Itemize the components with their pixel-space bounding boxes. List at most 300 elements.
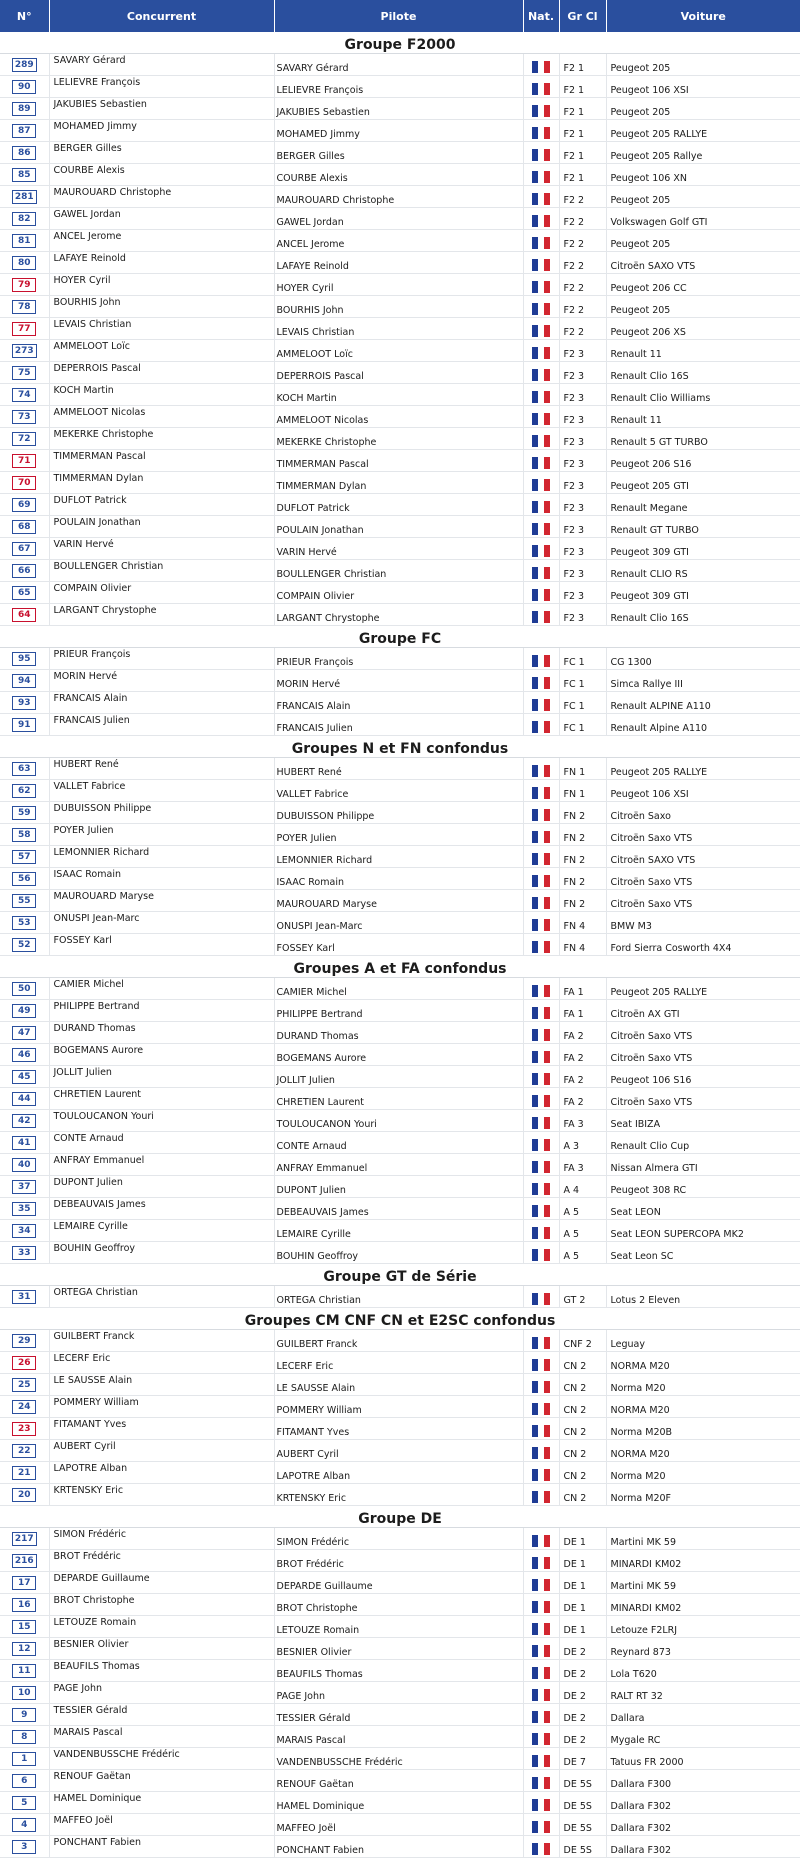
table-row [0, 1660, 800, 1682]
france-flag-icon [532, 1381, 550, 1393]
table-row [0, 1000, 800, 1022]
voiture-cell: Citroën SAXO VTS [606, 846, 800, 868]
group-class-cell: FA 1 [559, 1000, 606, 1022]
nationality-cell [523, 538, 559, 560]
table-row [0, 186, 800, 208]
nationality-cell [523, 1132, 559, 1154]
number-cell [0, 758, 49, 780]
concurrent-cell: KOCH Martin [49, 384, 274, 406]
concurrent-cell: VANDENBUSSCHE Frédéric [49, 1748, 274, 1770]
concurrent-cell: PONCHANT Fabien [49, 1836, 274, 1858]
voiture-cell: Norma M20F [606, 1484, 800, 1506]
group-class-cell: DE 2 [559, 1704, 606, 1726]
group-class-cell: A 4 [559, 1176, 606, 1198]
header-group-class: Gr Cl [559, 0, 606, 32]
voiture-cell: Dallara [606, 1704, 800, 1726]
nationality-cell [523, 1572, 559, 1594]
nationality-cell [523, 1550, 559, 1572]
concurrent-cell: DUFLOT Patrick [49, 494, 274, 516]
table-row [0, 1066, 800, 1088]
race-number-badge: 55 [12, 894, 36, 908]
nationality-cell [523, 1836, 559, 1858]
table-row [0, 1418, 800, 1440]
voiture-cell: Renault ALPINE A110 [606, 692, 800, 714]
table-row [0, 802, 800, 824]
concurrent-cell: SAVARY Gérard [49, 54, 274, 76]
pilote-cell: BEAUFILS Thomas [274, 1660, 523, 1682]
group-title: Groupe GT de Série [0, 1264, 800, 1286]
voiture-cell: Seat LEON [606, 1198, 800, 1220]
table-row [0, 1198, 800, 1220]
table-row [0, 1792, 800, 1814]
pilote-cell: BROT Christophe [274, 1594, 523, 1616]
group-class-cell: DE 2 [559, 1638, 606, 1660]
table-row [0, 890, 800, 912]
france-flag-icon [532, 1667, 550, 1679]
concurrent-cell: MAFFEO Joël [49, 1814, 274, 1836]
voiture-cell: Renault Clio Cup [606, 1132, 800, 1154]
france-flag-icon [532, 1095, 550, 1107]
table-row [0, 1176, 800, 1198]
race-number-badge: 16 [12, 1598, 36, 1612]
concurrent-cell: PRIEUR François [49, 648, 274, 670]
number-cell [0, 1572, 49, 1594]
nationality-cell [523, 1484, 559, 1506]
number-cell [0, 1132, 49, 1154]
nationality-cell [523, 824, 559, 846]
france-flag-icon [532, 303, 550, 315]
pilote-cell: DUBUISSON Philippe [274, 802, 523, 824]
voiture-cell: BMW M3 [606, 912, 800, 934]
voiture-cell: NORMA M20 [606, 1396, 800, 1418]
france-flag-icon [532, 1623, 550, 1635]
concurrent-cell: CHRETIEN Laurent [49, 1088, 274, 1110]
number-cell [0, 1242, 49, 1264]
race-number-badge: 94 [12, 674, 36, 688]
concurrent-cell: LAPOTRE Alban [49, 1462, 274, 1484]
pilote-cell: MOHAMED Jimmy [274, 120, 523, 142]
france-flag-icon [532, 545, 550, 557]
table-row [0, 1396, 800, 1418]
nationality-cell [523, 978, 559, 1000]
pilote-cell: VALLET Fabrice [274, 780, 523, 802]
nationality-cell [523, 1660, 559, 1682]
voiture-cell: Seat IBIZA [606, 1110, 800, 1132]
france-flag-icon [532, 61, 550, 73]
table-row [0, 76, 800, 98]
france-flag-icon [532, 1007, 550, 1019]
pilote-cell: PAGE John [274, 1682, 523, 1704]
group-class-cell: F2 3 [559, 362, 606, 384]
table-row [0, 824, 800, 846]
race-number-badge: 93 [12, 696, 36, 710]
pilote-cell: COURBE Alexis [274, 164, 523, 186]
table-row [0, 1440, 800, 1462]
nationality-cell [523, 1726, 559, 1748]
race-number-badge: 50 [12, 982, 36, 996]
race-number-badge: 31 [12, 1290, 36, 1304]
group-class-cell: DE 5S [559, 1770, 606, 1792]
france-flag-icon [532, 1557, 550, 1569]
nationality-cell [523, 1418, 559, 1440]
pilote-cell: MEKERKE Christophe [274, 428, 523, 450]
race-number-badge: 78 [12, 300, 36, 314]
voiture-cell: Tatuus FR 2000 [606, 1748, 800, 1770]
race-number-badge: 37 [12, 1180, 36, 1194]
table-row [0, 1528, 800, 1550]
table-row [0, 406, 800, 428]
group-class-cell: FN 4 [559, 934, 606, 956]
number-cell [0, 1088, 49, 1110]
concurrent-cell: FITAMANT Yves [49, 1418, 274, 1440]
group-class-cell: F2 2 [559, 274, 606, 296]
france-flag-icon [532, 765, 550, 777]
group-title: Groupes CM CNF CN et E2SC confondus [0, 1308, 800, 1330]
group-class-cell: A 5 [559, 1198, 606, 1220]
number-cell [0, 1748, 49, 1770]
concurrent-cell: DUBUISSON Philippe [49, 802, 274, 824]
number-cell [0, 1440, 49, 1462]
france-flag-icon [532, 1821, 550, 1833]
concurrent-cell: ORTEGA Christian [49, 1286, 274, 1308]
nationality-cell [523, 318, 559, 340]
france-flag-icon [532, 1601, 550, 1613]
table-row [0, 1154, 800, 1176]
number-cell [0, 1484, 49, 1506]
number-cell [0, 670, 49, 692]
group-class-cell: FN 4 [559, 912, 606, 934]
pilote-cell: RENOUF Gaëtan [274, 1770, 523, 1792]
group-heading-row [0, 1506, 800, 1528]
table-row [0, 494, 800, 516]
race-number-badge: 12 [12, 1642, 36, 1656]
voiture-cell: Mygale RC [606, 1726, 800, 1748]
voiture-cell: Lola T620 [606, 1660, 800, 1682]
group-class-cell: CN 2 [559, 1374, 606, 1396]
group-class-cell: FN 2 [559, 802, 606, 824]
france-flag-icon [532, 1799, 550, 1811]
group-class-cell: FA 3 [559, 1154, 606, 1176]
pilote-cell: POULAIN Jonathan [274, 516, 523, 538]
table-row [0, 758, 800, 780]
nationality-cell [523, 252, 559, 274]
pilote-cell: POMMERY William [274, 1396, 523, 1418]
table-row [0, 582, 800, 604]
race-number-badge: 63 [12, 762, 36, 776]
group-class-cell: CNF 2 [559, 1330, 606, 1352]
number-cell [0, 1682, 49, 1704]
table-row [0, 428, 800, 450]
concurrent-cell: POMMERY William [49, 1396, 274, 1418]
group-class-cell: F2 1 [559, 54, 606, 76]
france-flag-icon [532, 1777, 550, 1789]
france-flag-icon [532, 501, 550, 513]
race-number-badge: 5 [12, 1796, 36, 1810]
nationality-cell [523, 428, 559, 450]
pilote-cell: TESSIER Gérald [274, 1704, 523, 1726]
pilote-cell: AMMELOOT Loïc [274, 340, 523, 362]
voiture-cell: Dallara F302 [606, 1814, 800, 1836]
pilote-cell: SIMON Frédéric [274, 1528, 523, 1550]
table-row [0, 516, 800, 538]
number-cell [0, 1374, 49, 1396]
race-number-badge: 52 [12, 938, 36, 952]
group-class-cell: FC 1 [559, 714, 606, 736]
table-row [0, 1352, 800, 1374]
group-class-cell: F2 2 [559, 296, 606, 318]
table-row [0, 1286, 800, 1308]
group-class-cell: DE 2 [559, 1682, 606, 1704]
voiture-cell: Dallara F300 [606, 1770, 800, 1792]
race-number-badge: 72 [12, 432, 36, 446]
france-flag-icon [532, 1491, 550, 1503]
voiture-cell: RALT RT 32 [606, 1682, 800, 1704]
voiture-cell: Renault Clio Williams [606, 384, 800, 406]
pilote-cell: VANDENBUSSCHE Frédéric [274, 1748, 523, 1770]
concurrent-cell: CAMIER Michel [49, 978, 274, 1000]
concurrent-cell: FRANCAIS Alain [49, 692, 274, 714]
group-class-cell: FN 1 [559, 758, 606, 780]
number-cell [0, 912, 49, 934]
nationality-cell [523, 1440, 559, 1462]
table-row [0, 340, 800, 362]
concurrent-cell: BROT Christophe [49, 1594, 274, 1616]
number-cell [0, 120, 49, 142]
number-cell [0, 1352, 49, 1374]
voiture-cell: Norma M20 [606, 1462, 800, 1484]
table-row [0, 538, 800, 560]
table-row [0, 846, 800, 868]
header-voiture: Voiture [606, 0, 800, 32]
pilote-cell: DEPARDE Guillaume [274, 1572, 523, 1594]
group-class-cell: DE 5S [559, 1814, 606, 1836]
group-heading-row [0, 32, 800, 54]
france-flag-icon [532, 479, 550, 491]
race-number-badge: 217 [12, 1532, 37, 1546]
concurrent-cell: BOURHIS John [49, 296, 274, 318]
nationality-cell [523, 1330, 559, 1352]
race-number-badge: 62 [12, 784, 36, 798]
pilote-cell: DUFLOT Patrick [274, 494, 523, 516]
race-number-badge: 81 [12, 234, 36, 248]
pilote-cell: BROT Frédéric [274, 1550, 523, 1572]
number-cell [0, 230, 49, 252]
pilote-cell: BOURHIS John [274, 296, 523, 318]
number-cell [0, 1550, 49, 1572]
table-row [0, 1110, 800, 1132]
table-row [0, 1814, 800, 1836]
france-flag-icon [532, 1161, 550, 1173]
group-class-cell: F2 3 [559, 516, 606, 538]
header-pilote: Pilote [274, 0, 523, 32]
concurrent-cell: LAFAYE Reinold [49, 252, 274, 274]
pilote-cell: TIMMERMAN Pascal [274, 450, 523, 472]
france-flag-icon [532, 853, 550, 865]
voiture-cell: Peugeot 205 Rallye [606, 142, 800, 164]
group-title: Groupes A et FA confondus [0, 956, 800, 978]
race-number-badge: 91 [12, 718, 36, 732]
nationality-cell [523, 1000, 559, 1022]
table-row [0, 384, 800, 406]
nationality-cell [523, 648, 559, 670]
france-flag-icon [532, 413, 550, 425]
table-row [0, 450, 800, 472]
concurrent-cell: LE SAUSSE Alain [49, 1374, 274, 1396]
nationality-cell [523, 384, 559, 406]
nationality-cell [523, 1352, 559, 1374]
race-number-badge: 87 [12, 124, 36, 138]
france-flag-icon [532, 237, 550, 249]
number-cell [0, 98, 49, 120]
voiture-cell: Norma M20B [606, 1418, 800, 1440]
nationality-cell [523, 406, 559, 428]
voiture-cell: Peugeot 205 RALLYE [606, 758, 800, 780]
voiture-cell: Seat LEON SUPERCOPA MK2 [606, 1220, 800, 1242]
concurrent-cell: ONUSPI Jean-Marc [49, 912, 274, 934]
race-number-badge: 289 [12, 58, 37, 72]
pilote-cell: POYER Julien [274, 824, 523, 846]
number-cell [0, 296, 49, 318]
group-class-cell: CN 2 [559, 1418, 606, 1440]
concurrent-cell: LEMAIRE Cyrille [49, 1220, 274, 1242]
group-class-cell: DE 2 [559, 1726, 606, 1748]
number-cell [0, 934, 49, 956]
group-class-cell: FA 2 [559, 1066, 606, 1088]
voiture-cell: Citroën Saxo VTS [606, 868, 800, 890]
race-number-badge: 58 [12, 828, 36, 842]
voiture-cell: Peugeot 206 CC [606, 274, 800, 296]
race-number-badge: 82 [12, 212, 36, 226]
table-row [0, 98, 800, 120]
concurrent-cell: CONTE Arnaud [49, 1132, 274, 1154]
group-class-cell: F2 2 [559, 208, 606, 230]
number-cell [0, 1286, 49, 1308]
nationality-cell [523, 76, 559, 98]
nationality-cell [523, 1682, 559, 1704]
france-flag-icon [532, 699, 550, 711]
pilote-cell: TIMMERMAN Dylan [274, 472, 523, 494]
race-number-badge: 79 [12, 278, 36, 292]
table-row [0, 780, 800, 802]
number-cell [0, 1022, 49, 1044]
number-cell [0, 1660, 49, 1682]
france-flag-icon [532, 1733, 550, 1745]
number-cell [0, 1616, 49, 1638]
table-row [0, 604, 800, 626]
race-number-badge: 66 [12, 564, 36, 578]
pilote-cell: JOLLIT Julien [274, 1066, 523, 1088]
number-cell [0, 1000, 49, 1022]
france-flag-icon [532, 1293, 550, 1305]
race-number-badge: 80 [12, 256, 36, 270]
france-flag-icon [532, 655, 550, 667]
nationality-cell [523, 560, 559, 582]
voiture-cell: Peugeot 205 RALLYE [606, 120, 800, 142]
voiture-cell: MINARDI KM02 [606, 1594, 800, 1616]
nationality-cell [523, 604, 559, 626]
france-flag-icon [532, 347, 550, 359]
france-flag-icon [532, 83, 550, 95]
voiture-cell: Dallara F302 [606, 1792, 800, 1814]
table-body [0, 32, 800, 1858]
pilote-cell: BOUHIN Geoffroy [274, 1242, 523, 1264]
race-number-badge: 67 [12, 542, 36, 556]
race-number-badge: 273 [12, 344, 37, 358]
number-cell [0, 472, 49, 494]
concurrent-cell: JOLLIT Julien [49, 1066, 274, 1088]
race-number-badge: 68 [12, 520, 36, 534]
nationality-cell [523, 208, 559, 230]
pilote-cell: MORIN Hervé [274, 670, 523, 692]
number-cell [0, 1836, 49, 1858]
france-flag-icon [532, 1469, 550, 1481]
voiture-cell: Citroën Saxo VTS [606, 1044, 800, 1066]
race-number-badge: 41 [12, 1136, 36, 1150]
pilote-cell: KRTENSKY Eric [274, 1484, 523, 1506]
pilote-cell: CONTE Arnaud [274, 1132, 523, 1154]
pilote-cell: LARGANT Chrystophe [274, 604, 523, 626]
voiture-cell: Peugeot 106 XN [606, 164, 800, 186]
nationality-cell [523, 362, 559, 384]
france-flag-icon [532, 435, 550, 447]
number-cell [0, 428, 49, 450]
voiture-cell: Peugeot 106 XSI [606, 76, 800, 98]
race-number-badge: 17 [12, 1576, 36, 1590]
number-cell [0, 186, 49, 208]
nationality-cell [523, 1022, 559, 1044]
group-class-cell: F2 2 [559, 230, 606, 252]
table-row [0, 868, 800, 890]
group-class-cell: DE 1 [559, 1594, 606, 1616]
pilote-cell: BESNIER Olivier [274, 1638, 523, 1660]
table-row [0, 472, 800, 494]
race-number-badge: 53 [12, 916, 36, 930]
group-class-cell: F2 1 [559, 142, 606, 164]
voiture-cell: Citroën Saxo VTS [606, 890, 800, 912]
group-class-cell: FC 1 [559, 648, 606, 670]
group-class-cell: DE 7 [559, 1748, 606, 1770]
number-cell [0, 1066, 49, 1088]
concurrent-cell: POULAIN Jonathan [49, 516, 274, 538]
voiture-cell: Nissan Almera GTI [606, 1154, 800, 1176]
race-number-badge: 3 [12, 1840, 36, 1854]
pilote-cell: ONUSPI Jean-Marc [274, 912, 523, 934]
france-flag-icon [532, 281, 550, 293]
concurrent-cell: FRANCAIS Julien [49, 714, 274, 736]
france-flag-icon [532, 941, 550, 953]
group-class-cell: F2 3 [559, 538, 606, 560]
france-flag-icon [532, 677, 550, 689]
france-flag-icon [532, 1425, 550, 1437]
pilote-cell: BOULLENGER Christian [274, 560, 523, 582]
nationality-cell [523, 450, 559, 472]
table-row [0, 1132, 800, 1154]
group-class-cell: F2 3 [559, 428, 606, 450]
pilote-cell: DEPERROIS Pascal [274, 362, 523, 384]
table-row [0, 1462, 800, 1484]
nationality-cell [523, 1220, 559, 1242]
nationality-cell [523, 868, 559, 890]
pilote-cell: LECERF Eric [274, 1352, 523, 1374]
nationality-cell [523, 1154, 559, 1176]
group-class-cell: GT 2 [559, 1286, 606, 1308]
france-flag-icon [532, 171, 550, 183]
nationality-cell [523, 472, 559, 494]
france-flag-icon [532, 1227, 550, 1239]
voiture-cell: Leguay [606, 1330, 800, 1352]
pilote-cell: VARIN Hervé [274, 538, 523, 560]
number-cell [0, 1330, 49, 1352]
